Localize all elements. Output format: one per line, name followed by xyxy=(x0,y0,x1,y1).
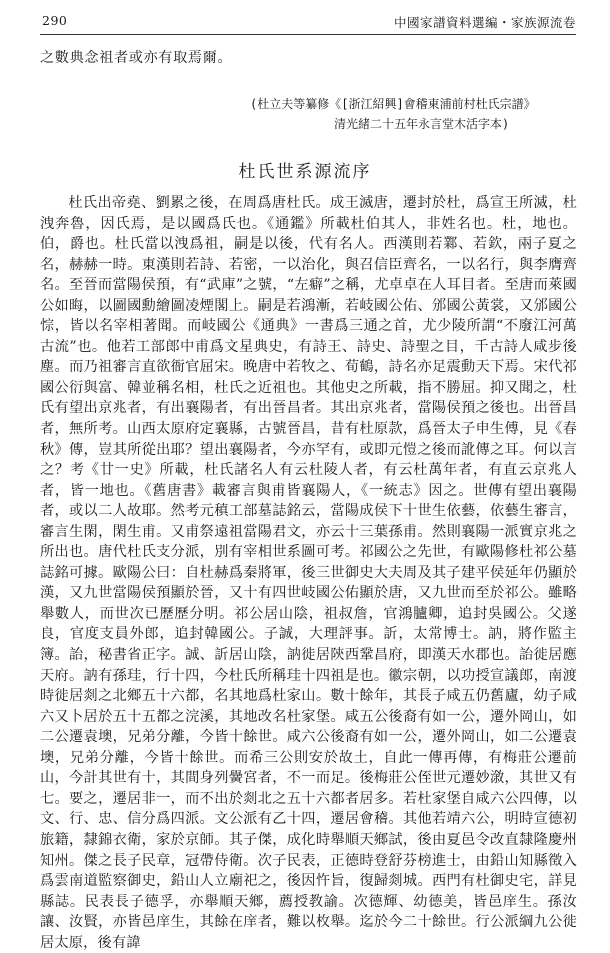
body-paragraph: 杜氏出帝堯、劉累之後，在周爲唐杜氏。成王滅唐，遷封於杜，爲宣王所滅，杜洩奔魯，因氏焉，是以國爲氏也。《通鑑》所載杜伯其人，非姓名也。杜，地也。伯，爵也。杜氏當以洩爲祖，嗣是以後，代有名人。西漢則若鄴、若欽，兩子夏之名，赫赫一時。東漢則若詩、若密，一以治化，與召信臣齊名，一以名行，與李膺齊名。至晉而當陽侯預，有“武庫”之號，“左癖”之稱，尤卓卓在人耳目者。至唐而萊國公如晦，以圖國勳繪圖凌煙閣上。嗣是若鴻漸，若岐國公佑、邠國公黃裳，又邠國公悰，皆以名宰相著聞。而岐國公《通典》一書爲三通之首，尤少陵所謂“不廢江河萬古流”也。他若工部郎中甫爲文星典史，有詩王、詩史、詩聖之目，千古詩人咸步後塵。而乃祖審言直欲衙官屈宋。晚唐中若牧之、荀鶴，詩名亦足震動天下焉。宋代祁國公衍與富、韓並稱名相，杜氏之近祖也。其他史之所載，指不勝屈。抑又聞之，杜氏有望出京兆者，有出襄陽者，有出晉昌者。其出京兆者，當陽侯預之後也。出晉昌者，無所考。山西太原府定襄縣，古號晉昌，昔有杜原款，爲晉太子申生傅，見《春秋》傳，豈其所從出耶？望出襄陽者，今亦罕有，或即元愷之後而訛傳之耳。何以言之？考《廿一史》所載，杜氏諸名人有云杜陵人者，有云杜萬年者，有直云京兆人者，皆一地也。《舊唐書》載審言與甫皆襄陽人，《一統志》因之。世傳有望出襄陽者，或以二人故耶。然考元稹工部墓誌銘云，當陽成侯下十世生依藝，依藝生審言，審言生閑，閑生甫。又甫祭遠祖當陽君文，亦云十三葉孫甫。然則襄陽一派實京兆之所出也。唐代杜氏支分派，別有宰相世系圖可考。祁國公之先世，有歐陽修杜祁公墓誌銘可據。歐陽公曰：自杜赫爲秦將軍，後三世御史大夫周及其子建平侯延年仍顯於漢，又九世當陽侯預顯於晉，又十有四世岐國公佑顯於唐，又九世而至於祁公。雖略舉數人，而世次已歷歷分明。祁公居山陰，祖叔詹，官鴻臚卿，追封吳國公。父遂良，官度支員外郎，追封韓國公。子誠，大理評事。訢，太常博士。訥，將作監主簿。詒，秘書省正字。誠、訢居山陰，訥徙居陝西鞏昌府，即漢天水郡也。詒徙居應天府。訥有孫珪，行十四，今杜氏所稱珪十四祖是也。徽宗朝，以功授宣議郎，南渡時徙居剡之北鄉五十六都，名其地爲杜家山。數十餘年，其長子咸五仍舊廬，幼子咸六又卜居於五十五都之浣溪，其地改名杜家堡。咸五公後裔有如一公，遷外岡山，如二公遷袁墺，兄弟分離，今皆十餘世。咸六公後裔有如一公，遷外岡山，如二公遷袁墺，兄弟分離，今皆十餘世。而希三公則安於故土，自此一傳再傳，有梅莊公遷前山，今計其世有十，其間身列黌宮者，不一而足。後梅莊公侄世元遷妙漵，其世又有七。要之，遷居非一，而不出於剡北之五十六都者居多。若杜家堡自咸六公四傳，以文、行、忠、信分爲四派。文公派有乙十四，遷居會稽。其他若靖六公，明時宣德初旅籍，隸錦衣衛，家於京師。其子傑，成化時舉順天鄉試，後由夏邑令改直隸隆慶州知州。傑之長子民章，冠帶侍衛。次子民表，正德時登舒芬榜進士，由鉛山知縣徵入爲雲南道監察御史，鉛山人立廟祀之，後因忤旨，復歸剡城。西門有杜御史宅，詳見縣誌。民表長子德孚，亦舉順天鄉，薦授教諭。次德輝、幼德美，皆邑庠生。孫汝讓、汝賢，亦皆邑庠生，其餘在庠者，難以枚舉。迄於今二十餘世。行公派綱九公徙居太原，後有諱 xyxy=(40,195,577,951)
source-citation-line-1: (杜立夫等纂修《[浙江紹興]會稽東浦前村杜氏宗譜》 xyxy=(250,97,536,111)
running-head: 中國家譜資料選編・家族源流卷 xyxy=(393,15,576,30)
source-citation-line-2: 清光緒二十五年永言堂木活字本) xyxy=(334,117,510,131)
source-citation xyxy=(250,94,580,134)
page-header xyxy=(40,8,576,35)
continuation-text: 之數典念祖者或亦有取焉爾。 xyxy=(40,50,233,66)
page-number: 290 xyxy=(42,13,68,28)
section-title: 杜氏世系源流序 xyxy=(238,162,372,182)
